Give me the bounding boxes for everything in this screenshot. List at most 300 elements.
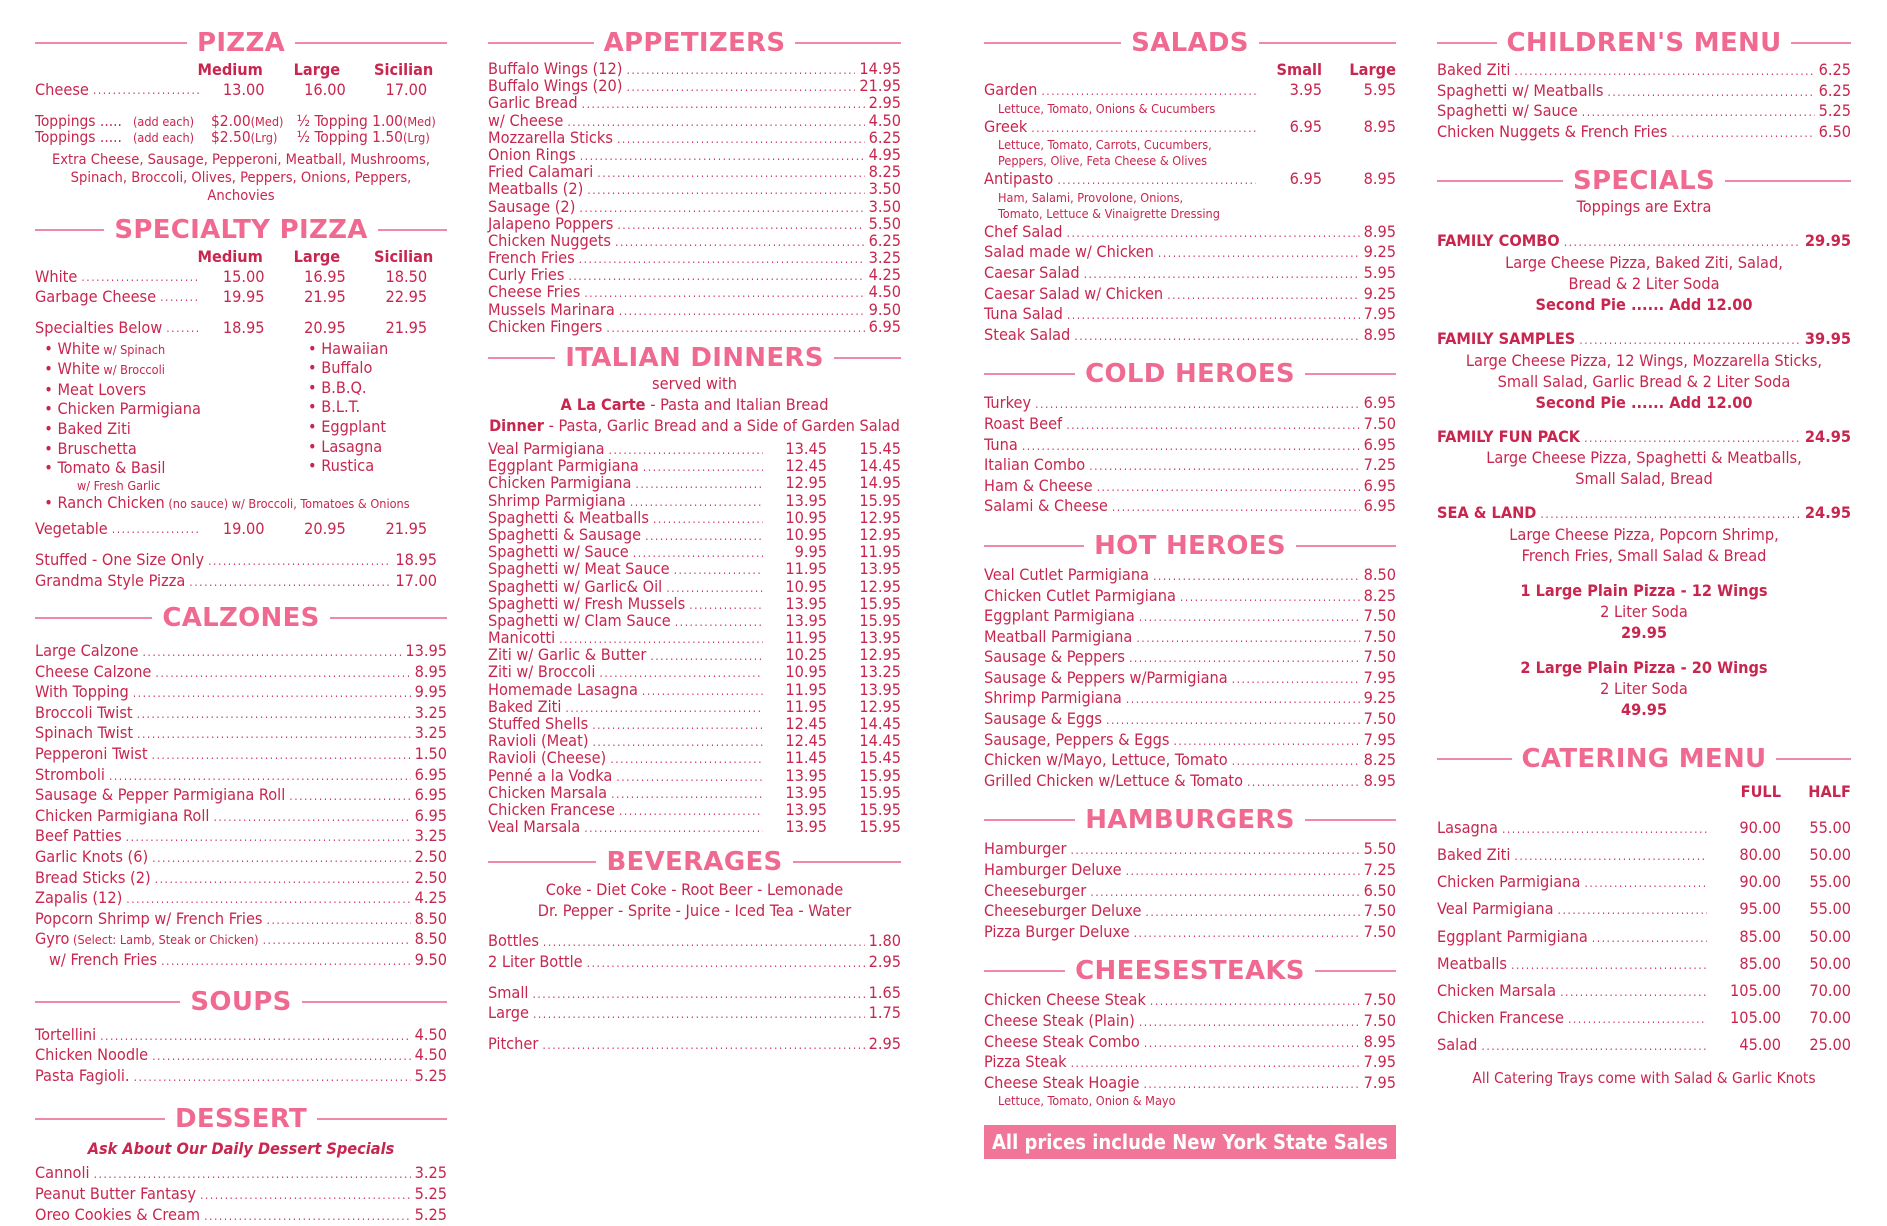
- section-title: CALZONES: [162, 603, 320, 634]
- item-name: Italian Combo: [984, 455, 1086, 475]
- menu-item: [488, 94, 901, 111]
- combo-title-row: [1437, 329, 1851, 350]
- menu-item: [488, 767, 901, 784]
- item-price: 8.95: [1363, 169, 1396, 189]
- item-price: 4.95: [868, 144, 901, 164]
- menu-item: [488, 198, 901, 215]
- dot-leader: [137, 704, 411, 725]
- dot-leader: [587, 953, 865, 974]
- menu-item: [35, 950, 447, 971]
- item-price: 5.25: [1818, 101, 1851, 121]
- menu-item: [1437, 1004, 1851, 1031]
- menu-item: [488, 983, 901, 1004]
- item-name: Pepperoni Twist: [35, 744, 148, 764]
- menu-item: [488, 163, 901, 180]
- menu-item: [35, 1205, 447, 1226]
- salad-size-header: [984, 60, 1396, 80]
- dot-leader: [580, 148, 865, 165]
- item-price: 8.95: [1363, 221, 1396, 241]
- item-name: Tuna: [984, 434, 1018, 454]
- item-price: 3.50: [868, 196, 901, 216]
- section-title: SALADS: [1131, 28, 1249, 58]
- dot-leader: [1031, 118, 1256, 139]
- item-price: 12.95: [859, 524, 901, 544]
- dot-leader: [565, 700, 763, 717]
- item-price: 9.95: [414, 682, 447, 702]
- dot-leader: [1481, 1033, 1707, 1060]
- dot-leader: [94, 1164, 411, 1185]
- item-price: 7.95: [1363, 1072, 1396, 1092]
- item-price: 8.25: [1363, 750, 1396, 770]
- menu-item: [35, 723, 447, 744]
- item-name: Cheeseburger: [984, 880, 1087, 900]
- item-name: 2 Liter Bottle: [488, 951, 583, 971]
- menu-item: [35, 826, 447, 847]
- item-name: Curly Fries: [488, 265, 565, 285]
- item-price: 7.25: [1363, 860, 1396, 880]
- special-deal: [1437, 580, 1851, 643]
- list-item: • Meat Lovers: [35, 379, 147, 399]
- menu-item: [1437, 923, 1851, 950]
- menu-item: [488, 595, 901, 612]
- item-name: Baked Ziti: [488, 696, 562, 716]
- item-price: 7.50: [1363, 626, 1396, 646]
- list-item: • Hawaiian: [308, 338, 389, 358]
- dot-leader: [1067, 223, 1360, 244]
- item-price: 15.95: [859, 490, 901, 510]
- menu-item: [488, 698, 901, 715]
- menu-item: [984, 169, 1396, 190]
- menu-item: [984, 990, 1396, 1011]
- item-price: 11.45: [785, 748, 827, 768]
- specialty-size-header: [35, 247, 447, 267]
- dot-leader: [1232, 751, 1360, 772]
- menu-item: [488, 1003, 901, 1024]
- item-name: Chicken w/Mayo, Lettuce, Tomato: [984, 750, 1228, 770]
- menu-item: [35, 682, 447, 703]
- menu-item: [488, 732, 901, 749]
- item-price: 8.25: [1363, 585, 1396, 605]
- menu-item: [35, 662, 447, 683]
- item-name: Chef Salad: [984, 221, 1063, 241]
- menu-item: [488, 249, 901, 266]
- dot-leader: [675, 614, 763, 631]
- menu-item: [984, 325, 1396, 346]
- item-name: Chicken Francese: [488, 799, 615, 819]
- dot-leader: [1514, 843, 1707, 870]
- item-name: Buffalo: [321, 358, 373, 378]
- dot-leader: [533, 1004, 865, 1025]
- item-note: (Select: Lamb, Steak or Chicken): [69, 932, 259, 948]
- dot-leader: [126, 889, 410, 910]
- dot-leader: [1167, 285, 1359, 306]
- item-price: 13.25: [859, 662, 901, 682]
- item-name: Pizza Burger Deluxe: [984, 921, 1130, 941]
- salad-sized-list: [984, 80, 1396, 222]
- item-price: 5.50: [1363, 839, 1396, 859]
- dot-leader: [610, 751, 763, 768]
- list-item: • Lasagna: [308, 436, 383, 456]
- menu-item: [1437, 60, 1851, 81]
- combo-second-pie: Second Pie ...... Add 12.00: [1535, 294, 1753, 314]
- item-name: White: [35, 266, 78, 286]
- menu-item: [35, 287, 447, 308]
- item-name: Hamburger Deluxe: [984, 860, 1122, 880]
- deal-list: [1437, 580, 1851, 720]
- item-price: 12.45: [785, 456, 827, 476]
- menu-item: [35, 1025, 447, 1046]
- dessert-note: Ask About Our Daily Dessert Specials: [87, 1139, 395, 1159]
- item-price: 4.50: [868, 110, 901, 130]
- combo-description: Small Salad, Bread: [1575, 469, 1713, 489]
- item-price: 19.00: [222, 519, 265, 539]
- deal-title: 1 Large Plain Pizza - 12 Wings: [1520, 580, 1768, 600]
- menu-item: [488, 129, 901, 146]
- combo-name: FAMILY COMBO: [1437, 231, 1560, 251]
- item-name: Ham & Cheese: [984, 475, 1093, 495]
- item-name: Buffalo Wings (20): [488, 76, 623, 96]
- item-price: 8.95: [1363, 324, 1396, 344]
- dot-leader: [1089, 456, 1359, 477]
- item-price: 7.50: [1363, 709, 1396, 729]
- list-item: • Tomato & Basil: [35, 458, 166, 478]
- list-item: • B.L.T.: [308, 397, 361, 417]
- item-name: Large Calzone: [35, 641, 139, 661]
- section-title: CHEESESTEAKS: [1075, 956, 1305, 987]
- beverage-list-line: Dr. Pepper - Sprite - Juice - Iced Tea - Water: [537, 901, 852, 921]
- dot-leader: [543, 932, 865, 953]
- dot-leader: [1143, 1074, 1359, 1095]
- menu-item: [1437, 895, 1851, 922]
- item-price: 12.95: [859, 645, 901, 665]
- item-name: Salad: [1437, 1035, 1478, 1055]
- item-price: 16.00: [304, 80, 346, 99]
- menu-item: [488, 578, 901, 595]
- list-item: • Chicken Parmigiana: [35, 399, 201, 419]
- item-price: 9.95: [794, 542, 827, 562]
- item-price: 6.25: [1818, 60, 1851, 79]
- dot-leader: [643, 459, 763, 476]
- combo-title-row: [1437, 503, 1851, 524]
- dot-leader: [616, 769, 763, 786]
- item-name: Beef Patties: [35, 826, 122, 846]
- item-price: 1.80: [868, 931, 901, 951]
- item-price: 9.25: [1363, 688, 1396, 708]
- dot-leader: [137, 724, 411, 745]
- menu-item: [488, 492, 901, 509]
- menu-item: [488, 629, 901, 646]
- dot-leader: [1067, 305, 1360, 326]
- menu-item: [984, 586, 1396, 607]
- item-price: 6.25: [868, 230, 901, 250]
- item-price: 9.50: [868, 299, 901, 319]
- column-2: [488, 18, 901, 1054]
- dot-leader: [645, 528, 763, 545]
- dot-leader: [630, 494, 763, 511]
- item-name: Turkey: [984, 393, 1032, 413]
- item-name: Broccoli Twist: [35, 702, 133, 722]
- col-large: Large: [293, 246, 341, 266]
- dot-leader: [1070, 840, 1359, 861]
- item-price: 2.95: [868, 951, 901, 971]
- item-name: French Fries: [488, 248, 575, 268]
- beverage-list: [488, 931, 901, 972]
- menu-item: [488, 509, 901, 526]
- list-item: • Rustica: [308, 456, 375, 476]
- item-price: 105.00: [1730, 980, 1781, 1000]
- item-price: 11.95: [785, 628, 827, 648]
- item-name: B.L.T.: [321, 397, 361, 417]
- col-full: FULL: [1740, 781, 1781, 801]
- dot-leader: [1579, 330, 1801, 351]
- item-price: 14.45: [859, 714, 901, 733]
- section-title: HAMBURGERS: [1085, 805, 1295, 836]
- dot-leader: [1022, 436, 1360, 457]
- menu-item: [984, 1011, 1396, 1032]
- dot-leader: [568, 268, 864, 285]
- topping-list-line: Extra Cheese, Sausage, Pepperoni, Meatball, Mushrooms,: [51, 150, 431, 168]
- item-name: Pizza Steak: [984, 1052, 1067, 1072]
- topping-label: Toppings .....: [35, 128, 122, 147]
- item-name: B.B.Q.: [321, 377, 367, 397]
- dot-leader: [126, 827, 411, 848]
- item-price: 6.25: [868, 127, 901, 147]
- item-price: 14.45: [859, 456, 901, 476]
- dot-leader: [1074, 326, 1359, 347]
- menu-item: [35, 765, 447, 786]
- dot-leader: [1057, 170, 1256, 191]
- item-price: 3.25: [414, 1163, 447, 1183]
- item-name: Chicken Parmigiana: [57, 399, 201, 419]
- item-price: 13.95: [785, 799, 827, 819]
- item-price: 7.50: [1363, 413, 1396, 433]
- menu-item: [35, 571, 447, 592]
- item-price: 15.95: [859, 782, 901, 802]
- specialty-left-list: [35, 339, 308, 493]
- item-name: Peanut Butter Fantasy: [35, 1183, 196, 1203]
- dot-leader: [1514, 61, 1814, 82]
- menu-item: [488, 612, 901, 629]
- item-price: 3.25: [414, 723, 447, 743]
- dot-leader: [134, 1067, 411, 1088]
- menu-item: [984, 771, 1396, 792]
- dot-leader: [532, 984, 864, 1005]
- item-price: 22.95: [385, 287, 428, 307]
- item-price: 7.50: [1363, 647, 1396, 667]
- item-name: White: [57, 338, 100, 358]
- column-4: [1437, 18, 1851, 1089]
- item-price: 6.95: [868, 316, 901, 336]
- menu-item: [488, 715, 901, 732]
- dot-leader: [204, 1206, 410, 1226]
- item-price: 90.00: [1739, 817, 1781, 837]
- item-price: 18.95: [395, 549, 437, 569]
- item-name: Chicken Fingers: [488, 316, 603, 336]
- list-item: • White w/ Broccoli: [35, 359, 165, 379]
- item-price: 1.50: [414, 744, 447, 764]
- item-price: 4.25: [868, 265, 901, 285]
- item-name: Meat Lovers: [57, 379, 147, 399]
- menu-item: [1437, 81, 1851, 102]
- item-name: Stromboli: [35, 764, 105, 784]
- deal-price: 29.95: [1620, 622, 1668, 642]
- special-combo: [1437, 329, 1851, 413]
- menu-item: [35, 318, 447, 339]
- item-price: 7.50: [1363, 606, 1396, 626]
- item-name: Ranch Chicken: [57, 492, 165, 512]
- dot-leader: [1502, 816, 1707, 843]
- item-name: Spaghetti w/ Garlic& Oil: [488, 576, 663, 596]
- item-name: Specialties Below: [35, 317, 163, 337]
- item-price: 14.95: [859, 473, 901, 493]
- item-name: Veal Parmigiana: [488, 439, 605, 458]
- item-price: 8.25: [868, 162, 901, 182]
- item-name: Hamburger: [984, 839, 1067, 859]
- menu-item: [488, 457, 901, 474]
- item-name: Sausage (2): [488, 196, 576, 216]
- special-combo: [1437, 231, 1851, 315]
- dot-leader: [1139, 1012, 1360, 1033]
- item-price: 6.95: [1363, 434, 1396, 454]
- item-price: 14.95: [859, 59, 901, 78]
- item-price: 6.95: [414, 805, 447, 825]
- item-name: Bottles: [488, 931, 539, 951]
- menu-item: [35, 550, 447, 571]
- item-price: 6.50: [1363, 880, 1396, 900]
- item-price: 80.00: [1739, 844, 1781, 864]
- menu-item: [35, 1163, 447, 1184]
- childrens-list: [1437, 60, 1851, 142]
- catering-list: [1437, 814, 1851, 1059]
- dot-leader: [1232, 669, 1360, 690]
- item-price: 9.25: [1363, 283, 1396, 303]
- beverage-list: [488, 983, 901, 1024]
- menu-item: [35, 519, 447, 540]
- item-price: 19.95: [222, 287, 265, 307]
- item-description: Lettuce, Tomato, Carrots, Cucumbers,: [998, 137, 1212, 153]
- combo-second-pie: Second Pie ...... Add 12.00: [1535, 392, 1753, 412]
- dot-leader: [617, 131, 865, 148]
- col-sicilian: Sicilian: [374, 60, 434, 79]
- menu-item: [1437, 841, 1851, 868]
- dot-leader: [109, 766, 411, 787]
- item-price: 6.95: [1289, 116, 1322, 136]
- item-name: Bruschetta: [57, 438, 137, 458]
- dot-leader: [635, 476, 763, 493]
- menu-item: [984, 393, 1396, 414]
- item-price: 21.95: [385, 317, 428, 337]
- topping-size: (Med): [250, 113, 284, 129]
- item-price: 4.50: [414, 1045, 447, 1065]
- item-name: Lasagna: [321, 436, 383, 456]
- item-name: Tomato & Basil: [57, 458, 166, 478]
- item-price: 55.00: [1809, 817, 1851, 837]
- item-price: 8.95: [1363, 116, 1396, 136]
- calzone-list: [35, 641, 447, 929]
- item-price: 85.00: [1739, 953, 1781, 973]
- list-item: • Baked Ziti: [35, 418, 131, 438]
- item-price: 5.25: [414, 1065, 447, 1085]
- combo-description: Large Cheese Pizza, Baked Ziti, Salad,: [1505, 252, 1783, 272]
- item-price: 7.50: [1363, 921, 1396, 941]
- dot-leader: [592, 717, 763, 734]
- item-price: 13.95: [785, 490, 827, 510]
- dot-leader: [579, 251, 865, 268]
- item-price: 8.95: [1363, 770, 1396, 790]
- menu-item: [35, 785, 447, 806]
- section-title: APPETIZERS: [603, 28, 786, 58]
- pizza-size-header: [35, 60, 447, 80]
- menu-item: [984, 606, 1396, 627]
- item-price: 7.95: [1363, 304, 1396, 324]
- item-price: 2.95: [868, 1033, 901, 1053]
- item-name: Cheeseburger Deluxe: [984, 901, 1142, 921]
- dot-leader: [617, 217, 864, 234]
- item-name: Eggplant Parmigiana: [1437, 926, 1588, 946]
- item-price: 6.25: [1818, 80, 1851, 100]
- item-price: 3.50: [868, 179, 901, 199]
- dot-leader: [1066, 415, 1359, 436]
- item-price: 13.95: [785, 593, 827, 613]
- item-price: 8.95: [414, 661, 447, 681]
- menu-item: [488, 112, 901, 129]
- item-name: Bread Sticks (2): [35, 867, 151, 887]
- item-name: Lasagna: [1437, 817, 1498, 837]
- item-price: 12.45: [785, 731, 827, 751]
- section-title: CHILDREN'S MENU: [1506, 28, 1782, 58]
- menu-item: [488, 318, 901, 335]
- dot-leader: [155, 869, 411, 890]
- item-price: 10.95: [785, 662, 827, 682]
- item-note: w/ Broccoli: [99, 362, 165, 378]
- item-price: 13.45: [785, 439, 827, 458]
- item-price: 13.95: [859, 559, 901, 579]
- item-price: 2.95: [868, 93, 901, 113]
- special-combo: [1437, 503, 1851, 566]
- half-topping: ½ Topping 1.00: [296, 111, 403, 130]
- menu-item: [1437, 122, 1851, 143]
- hamburger-list: [984, 839, 1396, 942]
- item-name: Chicken Nuggets & French Fries: [1437, 121, 1668, 141]
- topping-list-line: Spinach, Broccoli, Olives, Peppers, Onions, Peppers, Anchovies: [70, 168, 412, 204]
- item-name: Mozzarella Sticks: [488, 127, 613, 147]
- item-description: Ham, Salami, Provolone, Onions,: [998, 189, 1184, 205]
- list-item: • Buffalo: [308, 358, 373, 378]
- item-price: 13.95: [859, 679, 901, 699]
- dot-leader: [619, 803, 763, 820]
- item-description: Lettuce, Tomato, Onions & Cucumbers: [998, 100, 1216, 116]
- item-name: Baked Ziti: [1437, 60, 1511, 79]
- topping-each: (add each): [133, 113, 195, 129]
- item-name: Popcorn Shrimp w/ French Fries: [35, 908, 263, 928]
- menu-item: [984, 839, 1396, 860]
- item-name: Vegetable: [35, 519, 108, 539]
- item-name: Garden: [984, 80, 1038, 99]
- item-description: Tomato, Lettuce & Vinaigrette Dressing: [998, 205, 1220, 221]
- item-name: Sausage & Peppers: [984, 647, 1125, 667]
- menu-item: [488, 526, 901, 543]
- dot-leader: [1568, 1006, 1707, 1033]
- item-note: w/ Fresh Garlic: [77, 477, 161, 493]
- menu-item: [488, 952, 901, 973]
- col-large: Large: [1349, 60, 1396, 79]
- item-price: 95.00: [1739, 899, 1781, 919]
- dot-leader: [1558, 897, 1707, 924]
- item-name: Spaghetti w/ Meat Sauce: [488, 559, 670, 579]
- dot-leader: [1540, 504, 1801, 525]
- menu-item: [984, 565, 1396, 586]
- menu-item: [488, 1034, 901, 1055]
